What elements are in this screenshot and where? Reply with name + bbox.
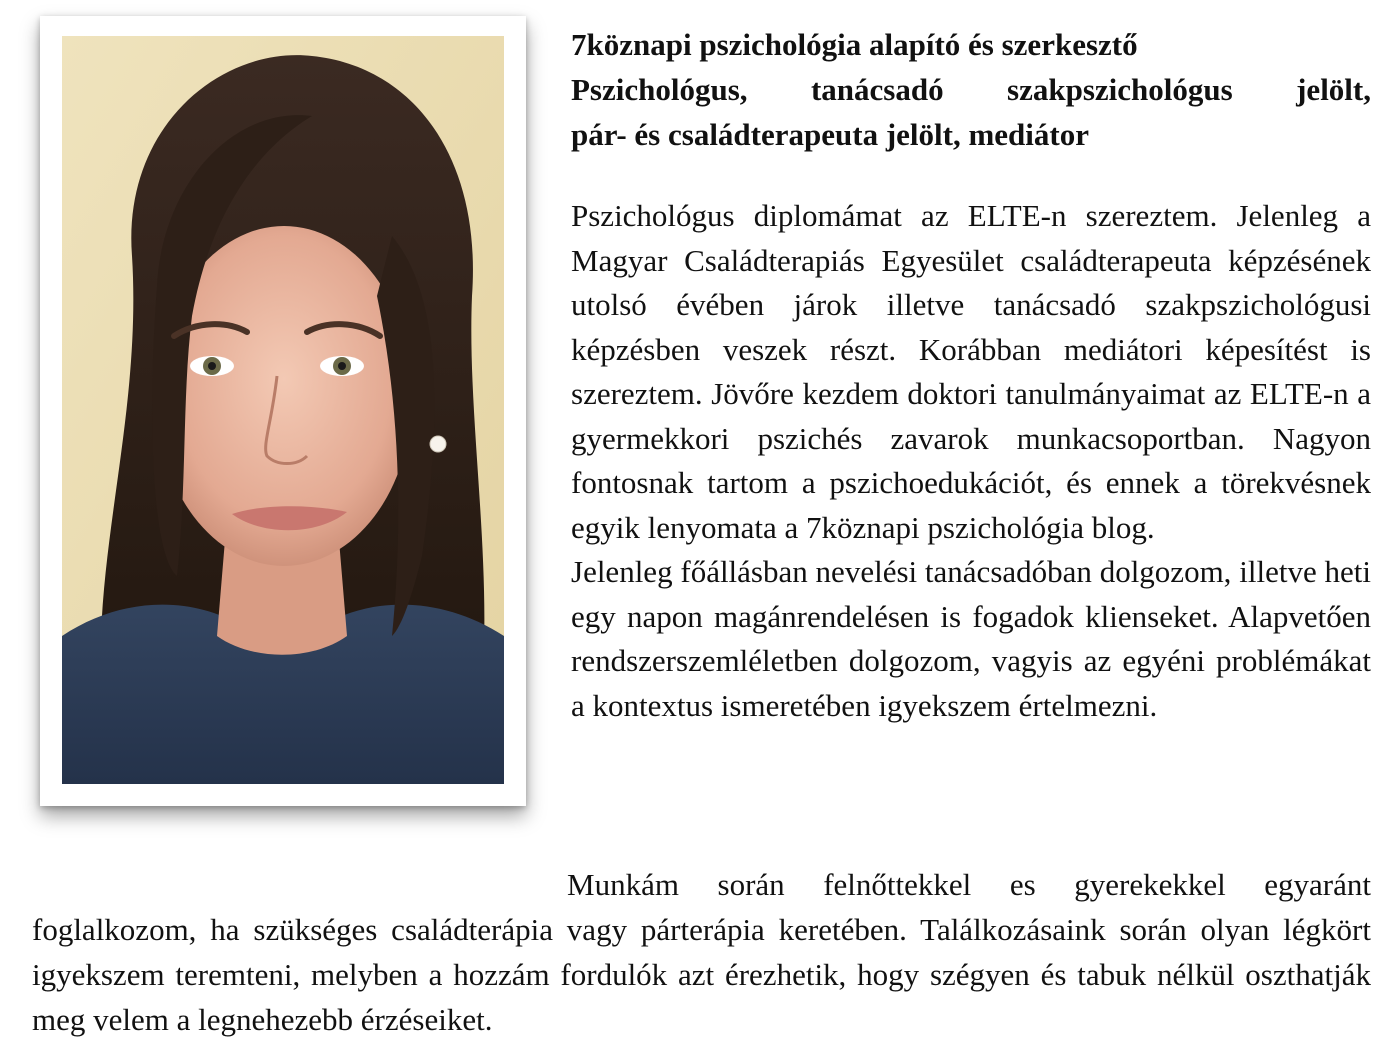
heading-role-line2: pár- és családterapeuta jelölt, mediátor	[571, 117, 1089, 152]
portrait-photo	[62, 36, 504, 784]
bio-text	[571, 194, 1371, 728]
bio-paragraph-education: Pszichológus diplomámat az ELTE-n szereztem. Jelenleg a Magyar Családterapiás Egyesület családterapeuta képzésének utolsó évében járok illetve tanácsadó szakpszichológusi képzésben veszek részt. Korábban mediátori képesítést is szereztem. Jövőre kezdem doktori tanulmányaimat az ELTE-n a gyermekkori pszichés zavarok munkacsoportban. Nagyon fontosnak tartom a pszichoedukációt, és ennek a törekvésnek egyik lenyomata a 7köznapi pszichológia blog.	[571, 198, 1371, 545]
photo-frame	[40, 16, 526, 806]
portrait-illustration	[62, 36, 504, 784]
bio-paragraph-work: Jelenleg főállásban nevelési tanácsadóban dolgozom, illetve heti egy napon magánrendelésen is fogadok klienseket. Alapvetően rendszerszemléletben dolgozom, vagyis az egyéni problémákat a kontextus ismeretében igyekszem értelmezni.	[571, 554, 1371, 723]
bottom-paragraph: Munkám során felnőttekkel es gyerekekkel egyaránt foglalkozom, ha szükséges családterápia vagy párterápia keretében. Találkozásaink során olyan légkört igyekszem teremteni, melyben a hozzám fordulók azt érezhetik, hogy szégyen és tabuk nélkül oszthatják meg velem a legnehezebb érzéseiket.	[32, 867, 1371, 1037]
heading	[571, 22, 1371, 157]
heading-title: 7köznapi pszichológia alapító és szerkesztő	[571, 27, 1138, 62]
heading-role-line1: Pszichológus, tanácsadó szakpszichológus jelölt,	[571, 72, 1371, 107]
bottom-text	[32, 862, 1371, 1042]
